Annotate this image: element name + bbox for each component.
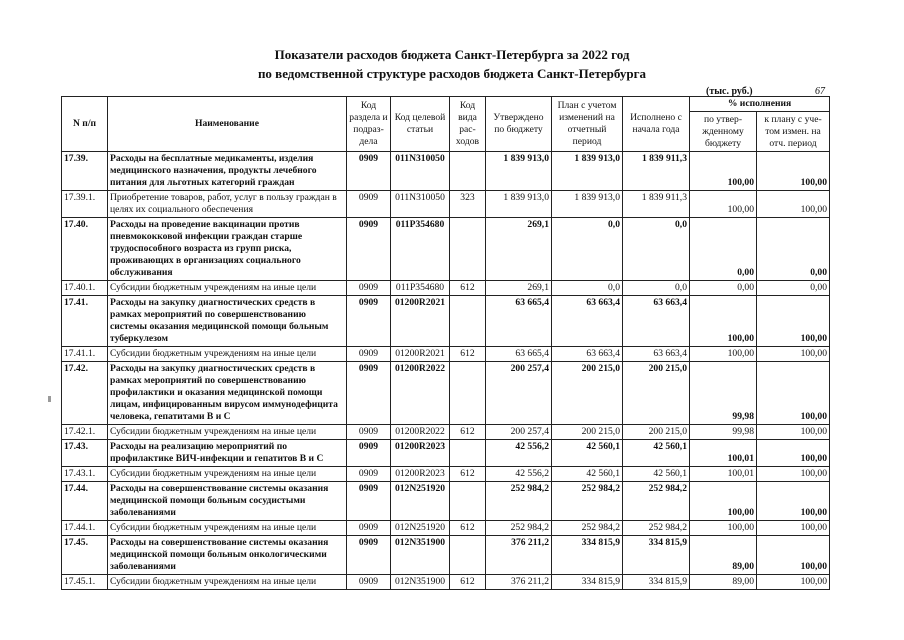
- row-target: 011P354680: [391, 218, 450, 281]
- row-num: 17.41.: [62, 296, 108, 347]
- row-pct-plan: 100,00: [757, 575, 830, 590]
- row-section: 0909: [347, 281, 391, 296]
- row-pct-plan: 100,00: [757, 362, 830, 425]
- row-type: 612: [450, 281, 486, 296]
- row-name: Расходы на проведение вакцинации против пневмококковой инфекции граждан старше трудоспособного возраста из групп риска, проживающих в организациях социального обслуживания: [108, 218, 347, 281]
- table-row: [62, 440, 830, 467]
- row-pct-plan: 100,00: [757, 536, 830, 575]
- table-row: [62, 218, 830, 281]
- row-target: 01200R2021: [391, 296, 450, 347]
- row-executed: 0,0: [623, 218, 690, 281]
- row-executed: 63 663,4: [623, 296, 690, 347]
- row-approved: 1 839 913,0: [486, 191, 552, 218]
- row-pct-plan: 100,00: [757, 521, 830, 536]
- row-executed: 200 215,0: [623, 362, 690, 425]
- row-target: 01200R2023: [391, 440, 450, 467]
- row-type: [450, 440, 486, 467]
- row-target: 011N310050: [391, 191, 450, 218]
- row-approved: 42 556,2: [486, 467, 552, 482]
- row-plan: 63 663,4: [552, 296, 623, 347]
- row-executed: 1 839 911,3: [623, 152, 690, 191]
- row-pct-plan: 0,00: [757, 218, 830, 281]
- row-type: [450, 218, 486, 281]
- row-pct-plan: 100,00: [757, 191, 830, 218]
- col-name-header: Наименование: [108, 97, 347, 152]
- row-num: 17.42.: [62, 362, 108, 425]
- row-target: 012N351900: [391, 536, 450, 575]
- row-name: Субсидии бюджетным учреждениям на иные цели: [108, 425, 347, 440]
- row-type: 612: [450, 521, 486, 536]
- row-pct-plan: 100,00: [757, 425, 830, 440]
- row-pct-budget: 100,01: [690, 467, 757, 482]
- row-plan: 1 839 913,0: [552, 191, 623, 218]
- row-plan: 42 560,1: [552, 467, 623, 482]
- row-plan: 252 984,2: [552, 482, 623, 521]
- row-plan: 252 984,2: [552, 521, 623, 536]
- row-name: Расходы на совершенствование системы оказания медицинской помощи больным онкологическими заболеваниями: [108, 536, 347, 575]
- row-num: 17.39.1.: [62, 191, 108, 218]
- report-subtitle: по ведомственной структуре расходов бюджета Санкт-Петербурга: [257, 66, 647, 81]
- row-plan: 1 839 913,0: [552, 152, 623, 191]
- row-approved: 376 211,2: [486, 575, 552, 590]
- row-approved: 42 556,2: [486, 440, 552, 467]
- row-plan: 0,0: [552, 281, 623, 296]
- row-section: 0909: [347, 296, 391, 347]
- row-type: [450, 482, 486, 521]
- row-num: 17.39.: [62, 152, 108, 191]
- row-name: Расходы на совершенствование системы оказания медицинской помощи больным сосудистыми заболеваниями: [108, 482, 347, 521]
- row-pct-budget: 99,98: [690, 362, 757, 425]
- row-name: Субсидии бюджетным учреждениям на иные цели: [108, 575, 347, 590]
- row-num: 17.43.: [62, 440, 108, 467]
- row-section: 0909: [347, 218, 391, 281]
- table-row: [62, 152, 830, 191]
- table-row: [62, 521, 830, 536]
- table-row: [62, 191, 830, 218]
- row-pct-budget: 99,98: [690, 425, 757, 440]
- expenditure-table: [61, 96, 830, 590]
- row-executed: 42 560,1: [623, 440, 690, 467]
- row-plan: 63 663,4: [552, 347, 623, 362]
- row-section: 0909: [347, 521, 391, 536]
- row-pct-plan: 100,00: [757, 440, 830, 467]
- row-approved: 252 984,2: [486, 482, 552, 521]
- row-pct-plan: 100,00: [757, 482, 830, 521]
- row-plan: 334 815,9: [552, 575, 623, 590]
- row-plan: 200 215,0: [552, 362, 623, 425]
- row-pct-budget: 100,01: [690, 440, 757, 467]
- row-name: Расходы на бесплатные медикаменты, изделия медицинского назначения, продукты лечебного питания для льготных категорий граждан: [108, 152, 347, 191]
- row-target: 01200R2022: [391, 425, 450, 440]
- col-target-header: Код целевой статьи: [391, 97, 450, 152]
- row-approved: 200 257,4: [486, 362, 552, 425]
- row-name: Субсидии бюджетным учреждениям на иные цели: [108, 347, 347, 362]
- row-pct-plan: 100,00: [757, 467, 830, 482]
- row-section: 0909: [347, 467, 391, 482]
- row-target: 011N310050: [391, 152, 450, 191]
- row-executed: 334 815,9: [623, 575, 690, 590]
- row-plan: 200 215,0: [552, 425, 623, 440]
- row-section: 0909: [347, 191, 391, 218]
- row-type: [450, 362, 486, 425]
- table-row: [62, 425, 830, 440]
- row-section: 0909: [347, 425, 391, 440]
- table-row: [62, 296, 830, 347]
- row-plan: 42 560,1: [552, 440, 623, 467]
- page-number: 67: [815, 86, 825, 97]
- row-executed: 252 984,2: [623, 521, 690, 536]
- row-type: [450, 536, 486, 575]
- row-type: [450, 296, 486, 347]
- row-section: 0909: [347, 536, 391, 575]
- row-approved: 63 665,4: [486, 296, 552, 347]
- col-plan-header: План с учетом изменений на отчетный период: [552, 97, 623, 152]
- row-section: 0909: [347, 575, 391, 590]
- row-target: 012N351900: [391, 575, 450, 590]
- row-type: [450, 152, 486, 191]
- row-pct-plan: 100,00: [757, 347, 830, 362]
- row-executed: 334 815,9: [623, 536, 690, 575]
- row-pct-budget: 89,00: [690, 575, 757, 590]
- row-target: 012N251920: [391, 482, 450, 521]
- row-name: Субсидии бюджетным учреждениям на иные цели: [108, 521, 347, 536]
- col-num-header: N п/п: [62, 97, 108, 152]
- row-section: 0909: [347, 482, 391, 521]
- row-target: 011P354680: [391, 281, 450, 296]
- row-section: 0909: [347, 440, 391, 467]
- row-pct-budget: 89,00: [690, 536, 757, 575]
- row-approved: 1 839 913,0: [486, 152, 552, 191]
- row-name: Расходы на закупку диагностических средств в рамках мероприятий по совершенствованию профилактики и оказания медицинской помощи лицам, инфицированным вирусом иммунодефицита человека, гепатитами B и C: [108, 362, 347, 425]
- row-num: 17.40.: [62, 218, 108, 281]
- row-num: 17.41.1.: [62, 347, 108, 362]
- row-target: 01200R2022: [391, 362, 450, 425]
- col-approved-header: Утверждено по бюджету: [486, 97, 552, 152]
- row-executed: 63 663,4: [623, 347, 690, 362]
- row-approved: 200 257,4: [486, 425, 552, 440]
- row-executed: 200 215,0: [623, 425, 690, 440]
- row-approved: 252 984,2: [486, 521, 552, 536]
- row-pct-plan: 100,00: [757, 152, 830, 191]
- table-row: [62, 362, 830, 425]
- row-executed: 1 839 911,3: [623, 191, 690, 218]
- row-target: 01200R2021: [391, 347, 450, 362]
- col-executed-header: Исполнено с начала года: [623, 97, 690, 152]
- row-pct-budget: 0,00: [690, 281, 757, 296]
- row-pct-budget: 100,00: [690, 482, 757, 521]
- table-row: [62, 482, 830, 521]
- row-type: 323: [450, 191, 486, 218]
- row-type: 612: [450, 347, 486, 362]
- row-type: 612: [450, 467, 486, 482]
- table-row: [62, 347, 830, 362]
- col-type-header: Код вида рас-ходов: [450, 97, 486, 152]
- row-section: 0909: [347, 152, 391, 191]
- col-pct-plan-header: к плану с уче-том измен. на отч. период: [757, 112, 830, 152]
- col-pct-budget-header: по утвер-жденному бюджету: [690, 112, 757, 152]
- row-approved: 63 665,4: [486, 347, 552, 362]
- row-num: 17.45.: [62, 536, 108, 575]
- row-executed: 42 560,1: [623, 467, 690, 482]
- row-num: 17.42.1.: [62, 425, 108, 440]
- row-name: Субсидии бюджетным учреждениям на иные цели: [108, 467, 347, 482]
- row-pct-budget: 100,00: [690, 191, 757, 218]
- table-row: [62, 467, 830, 482]
- row-plan: 0,0: [552, 218, 623, 281]
- row-name: Расходы на реализацию мероприятий по профилактике ВИЧ-инфекции и гепатитов B и C: [108, 440, 347, 467]
- row-num: 17.40.1.: [62, 281, 108, 296]
- units-label: (тыс. руб.): [706, 86, 753, 97]
- row-type: 612: [450, 575, 486, 590]
- row-pct-plan: 0,00: [757, 281, 830, 296]
- report-title: Показатели расходов бюджета Санкт-Петербурга за 2022 год: [274, 47, 630, 62]
- row-pct-budget: 100,00: [690, 347, 757, 362]
- row-pct-budget: 0,00: [690, 218, 757, 281]
- col-section-header: Код раздела и подраз-дела: [347, 97, 391, 152]
- row-plan: 334 815,9: [552, 536, 623, 575]
- row-name: Приобретение товаров, работ, услуг в пользу граждан в целях их социального обеспечения: [108, 191, 347, 218]
- row-name: Расходы на закупку диагностических средств в рамках мероприятий по совершенствованию системы оказания медицинской помощи больным туберкулезом: [108, 296, 347, 347]
- row-name: Субсидии бюджетным учреждениям на иные цели: [108, 281, 347, 296]
- row-target: 012N251920: [391, 521, 450, 536]
- row-type: 612: [450, 425, 486, 440]
- row-executed: 252 984,2: [623, 482, 690, 521]
- row-approved: 376 211,2: [486, 536, 552, 575]
- col-pct-group-header: % исполнения: [690, 97, 830, 112]
- row-num: 17.43.1.: [62, 467, 108, 482]
- row-pct-plan: 100,00: [757, 296, 830, 347]
- row-pct-budget: 100,00: [690, 521, 757, 536]
- row-executed: 0,0: [623, 281, 690, 296]
- row-target: 01200R2023: [391, 467, 450, 482]
- row-approved: 269,1: [486, 218, 552, 281]
- table-row: [62, 281, 830, 296]
- row-section: 0909: [347, 362, 391, 425]
- row-num: 17.44.1.: [62, 521, 108, 536]
- table-body: [62, 152, 830, 590]
- row-pct-budget: 100,00: [690, 296, 757, 347]
- row-num: 17.45.1.: [62, 575, 108, 590]
- row-approved: 269,1: [486, 281, 552, 296]
- table-row: [62, 536, 830, 575]
- row-num: 17.44.: [62, 482, 108, 521]
- row-pct-budget: 100,00: [690, 152, 757, 191]
- row-section: 0909: [347, 347, 391, 362]
- margin-mark: [48, 396, 51, 402]
- table-row: [62, 575, 830, 590]
